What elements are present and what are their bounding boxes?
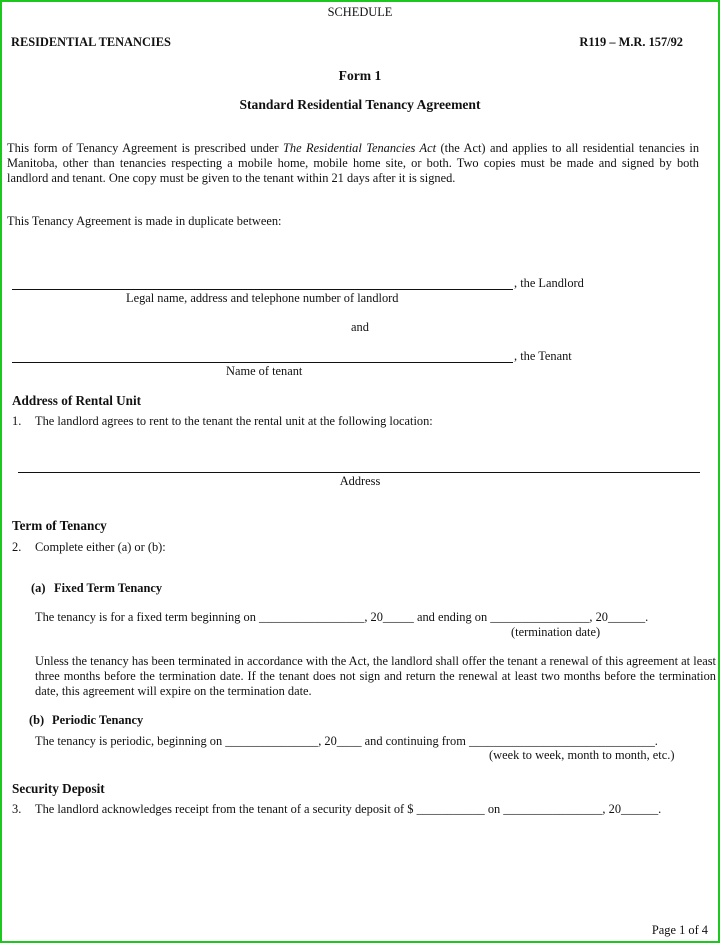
item-2-text: Complete either (a) or (b): <box>35 540 166 554</box>
item-1-number: 1. <box>12 414 22 428</box>
duplicate-statement: This Tenancy Agreement is made in duplicate between: <box>7 214 282 228</box>
landlord-caption: Legal name, address and telephone number of landlord <box>126 291 399 305</box>
term-heading: Term of Tenancy <box>12 518 107 533</box>
periodic-line: The tenancy is periodic, beginning on _______________, 20____ and continuing from ______________________________. <box>35 734 658 748</box>
page-number: Page 1 of 4 <box>651 923 708 937</box>
item-3-text: The landlord acknowledges receipt from the tenant of a security deposit of $ ___________ on ________________, 20______. <box>35 802 662 816</box>
and-text: and <box>351 320 369 334</box>
address-heading: Address of Rental Unit <box>12 393 142 408</box>
renewal-paragraph: Unless the tenancy has been terminated in accordance with the Act, the landlord shall offer the tenant a renewal of this agreement at least three months before the termination date. If the tenant does not sign and return the renewal at least two months before the termination date, this agreement will expire on the termination date. <box>35 654 716 698</box>
landlord-signature-line[interactable] <box>12 289 513 290</box>
item-1-text: The landlord agrees to rent to the tenant the rental unit at the following location: <box>35 414 433 428</box>
item-3-number: 3. <box>12 802 22 816</box>
periodic-label: (b) <box>29 713 45 727</box>
form-subtitle: Standard Residential Tenancy Agreement <box>239 97 481 112</box>
fixed-term-line: The tenancy is for a fixed term beginning on _________________, 20_____ and ending on ________________, 20______. <box>35 610 649 624</box>
address-caption: Address <box>339 474 381 488</box>
deposit-heading: Security Deposit <box>12 781 105 796</box>
tenant-suffix: , the Tenant <box>514 349 572 363</box>
address-line[interactable] <box>18 472 700 473</box>
header-right: R119 – M.R. 157/92 <box>579 35 683 49</box>
act-name: The Residential Tenancies Act <box>283 141 437 155</box>
schedule-label: SCHEDULE <box>327 5 393 19</box>
fixed-term-title: Fixed Term Tenancy <box>54 581 163 595</box>
landlord-suffix: , the Landlord <box>514 276 584 290</box>
tenant-caption: Name of tenant <box>226 364 303 378</box>
fixed-term-label: (a) <box>31 581 46 595</box>
header-left: RESIDENTIAL TENANCIES <box>11 35 171 49</box>
periodic-caption: (week to week, month to month, etc.) <box>489 748 675 762</box>
form-title: Form 1 <box>338 68 382 83</box>
item-2-number: 2. <box>12 540 22 554</box>
tenant-signature-line[interactable] <box>12 362 513 363</box>
intro-paragraph: This form of Tenancy Agreement is prescribed under The Residential Tenancies Act (the Act) and applies to all residential tenancies in Manitoba, other than tenancies respecting a mobile home, mobile home site, or both. Two copies must be made and signed by both landlord and tenant. One copy must be given to the tenant within 21 days after it is signed. <box>7 141 700 185</box>
periodic-title: Periodic Tenancy <box>52 713 144 727</box>
termination-date-caption: (termination date) <box>511 625 601 639</box>
